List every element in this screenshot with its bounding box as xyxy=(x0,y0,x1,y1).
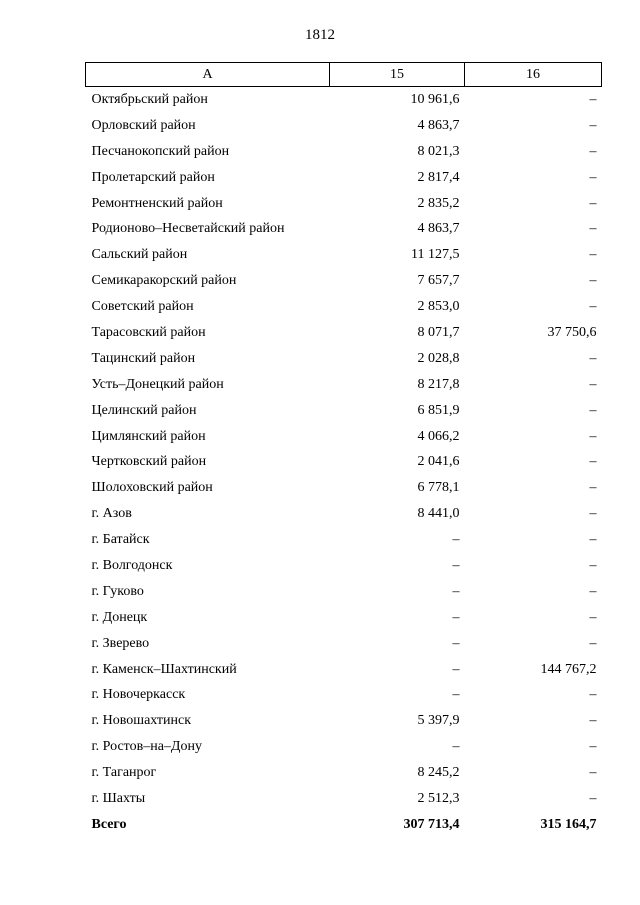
row-col-15-cell: – xyxy=(452,532,460,548)
row-col-16-cell: – xyxy=(589,454,597,470)
row-col-15-cell: 4 066,2 xyxy=(417,428,460,444)
table-row xyxy=(86,501,602,527)
row-col-16-cell: – xyxy=(589,221,597,237)
total-label-cell: Всего xyxy=(91,816,127,832)
total-col-15-cell: 307 713,4 xyxy=(403,816,460,832)
row-col-15-cell: 2 817,4 xyxy=(417,169,460,185)
row-col-15-cell: – xyxy=(452,661,460,677)
row-name-cell: Советский район xyxy=(91,299,194,315)
row-col-16-cell: – xyxy=(589,532,597,548)
row-col-16-cell: – xyxy=(589,376,597,392)
row-name-cell: г. Донецк xyxy=(91,609,148,625)
row-col-15-cell: – xyxy=(452,687,460,703)
row-name-cell: Октябрьский район xyxy=(91,91,208,107)
row-name-cell: г. Ростов–на–Дону xyxy=(91,739,202,755)
table-row xyxy=(86,682,602,708)
table-row xyxy=(86,424,602,450)
table-total-row xyxy=(86,812,602,838)
row-name-cell: г. Батайск xyxy=(91,532,150,548)
row-col-16-cell: 37 750,6 xyxy=(547,324,597,340)
row-col-16-cell: – xyxy=(589,583,597,599)
table-row xyxy=(86,398,602,424)
row-col-15-cell: 8 245,2 xyxy=(417,765,460,781)
row-name-cell: Ремонтненский район xyxy=(91,195,223,211)
row-col-16-cell: – xyxy=(589,91,597,107)
table-row xyxy=(86,760,602,786)
row-col-16-cell: – xyxy=(589,117,597,133)
row-col-16-cell: – xyxy=(589,635,597,651)
row-col-16-cell: – xyxy=(589,169,597,185)
row-col-15-cell: 8 071,7 xyxy=(417,324,460,340)
row-col-15-cell: 11 127,5 xyxy=(411,247,460,263)
row-col-15-cell: – xyxy=(452,609,460,625)
row-col-15-cell: 8 217,8 xyxy=(417,376,460,392)
row-name-cell: Шолоховский район xyxy=(91,480,213,496)
row-col-16-cell: – xyxy=(589,350,597,366)
row-name-cell: г. Таганрог xyxy=(91,765,157,781)
row-col-15-cell: 4 863,7 xyxy=(417,117,460,133)
table-row xyxy=(86,631,602,657)
table-row xyxy=(86,242,602,268)
header-col-16: 16 xyxy=(465,63,602,87)
row-col-15-cell: – xyxy=(452,739,460,755)
page-number: 1812 xyxy=(305,27,335,43)
table-row xyxy=(86,139,602,165)
table-row xyxy=(86,579,602,605)
table-row xyxy=(86,216,602,242)
row-col-15-cell: 7 657,7 xyxy=(417,273,460,289)
row-col-16-cell: – xyxy=(589,713,597,729)
table-row xyxy=(86,320,602,346)
row-name-cell: Чертковский район xyxy=(91,454,207,470)
row-name-cell: г. Азов xyxy=(91,506,132,522)
row-name-cell: Семикаракорский район xyxy=(91,273,237,289)
table-row xyxy=(86,786,602,812)
table-row xyxy=(86,87,602,113)
row-col-15-cell: 8 441,0 xyxy=(417,506,460,522)
table-row xyxy=(86,527,602,553)
row-name-cell: г. Гуково xyxy=(91,583,144,599)
row-col-16-cell: – xyxy=(589,557,597,573)
row-col-16-cell: 144 767,2 xyxy=(540,661,597,677)
table-row xyxy=(86,449,602,475)
row-name-cell: Сальский район xyxy=(91,247,188,263)
row-name-cell: г. Каменск–Шахтинский xyxy=(91,661,237,677)
table-row xyxy=(86,113,602,139)
row-name-cell: Тарасовский район xyxy=(91,324,206,340)
table-row xyxy=(86,294,602,320)
row-col-15-cell: 4 863,7 xyxy=(417,221,460,237)
row-col-16-cell: – xyxy=(589,428,597,444)
row-name-cell: г. Новочеркасск xyxy=(91,687,186,703)
row-col-15-cell: 2 041,6 xyxy=(417,454,460,470)
row-name-cell: г. Зверево xyxy=(91,635,150,651)
row-col-16-cell: – xyxy=(589,143,597,159)
row-col-16-cell: – xyxy=(589,247,597,263)
table-row xyxy=(86,708,602,734)
table-row xyxy=(86,372,602,398)
row-col-15-cell: 2 028,8 xyxy=(417,350,460,366)
table-row xyxy=(86,553,602,579)
row-name-cell: Усть–Донецкий район xyxy=(91,376,224,392)
row-name-cell: Пролетарский район xyxy=(91,169,215,185)
row-col-16-cell: – xyxy=(589,790,597,806)
row-col-16-cell: – xyxy=(589,739,597,755)
budget-table xyxy=(85,62,602,838)
table-header-row xyxy=(86,63,602,87)
table-row xyxy=(86,605,602,631)
row-col-15-cell: 2 512,3 xyxy=(417,790,460,806)
table-row xyxy=(86,734,602,760)
row-col-15-cell: – xyxy=(452,557,460,573)
row-col-16-cell: – xyxy=(589,480,597,496)
row-col-16-cell: – xyxy=(589,273,597,289)
total-col-16-cell: 315 164,7 xyxy=(540,816,597,832)
table-row xyxy=(86,475,602,501)
header-col-a: А xyxy=(86,63,330,87)
row-col-15-cell: – xyxy=(452,583,460,599)
table-body xyxy=(86,87,602,838)
table-row xyxy=(86,268,602,294)
row-name-cell: Орловский район xyxy=(91,117,196,133)
row-col-16-cell: – xyxy=(589,506,597,522)
table-row xyxy=(86,657,602,683)
table-row xyxy=(86,346,602,372)
row-name-cell: Цимлянский район xyxy=(91,428,206,444)
row-col-15-cell: 6 778,1 xyxy=(417,480,460,496)
row-name-cell: Целинский район xyxy=(91,402,197,418)
row-col-15-cell: 2 853,0 xyxy=(417,299,460,315)
row-name-cell: Родионово–Несветайский район xyxy=(91,221,285,237)
table-row xyxy=(86,191,602,217)
row-name-cell: Тацинский район xyxy=(91,350,196,366)
row-name-cell: г. Шахты xyxy=(91,790,146,806)
row-col-15-cell: 6 851,9 xyxy=(417,402,460,418)
row-col-16-cell: – xyxy=(589,687,597,703)
row-col-16-cell: – xyxy=(589,402,597,418)
row-name-cell: Песчанокопский район xyxy=(91,143,230,159)
row-col-16-cell: – xyxy=(589,195,597,211)
row-col-16-cell: – xyxy=(589,609,597,625)
header-col-15: 15 xyxy=(330,63,465,87)
row-col-15-cell: – xyxy=(452,635,460,651)
row-name-cell: г. Волгодонск xyxy=(91,557,173,573)
row-col-15-cell: 5 397,9 xyxy=(417,713,460,729)
row-name-cell: г. Новошахтинск xyxy=(91,713,192,729)
row-col-15-cell: 8 021,3 xyxy=(417,143,460,159)
row-col-16-cell: – xyxy=(589,299,597,315)
row-col-15-cell: 10 961,6 xyxy=(410,91,460,107)
row-col-16-cell: – xyxy=(589,765,597,781)
row-col-15-cell: 2 835,2 xyxy=(417,195,460,211)
table-row xyxy=(86,165,602,191)
